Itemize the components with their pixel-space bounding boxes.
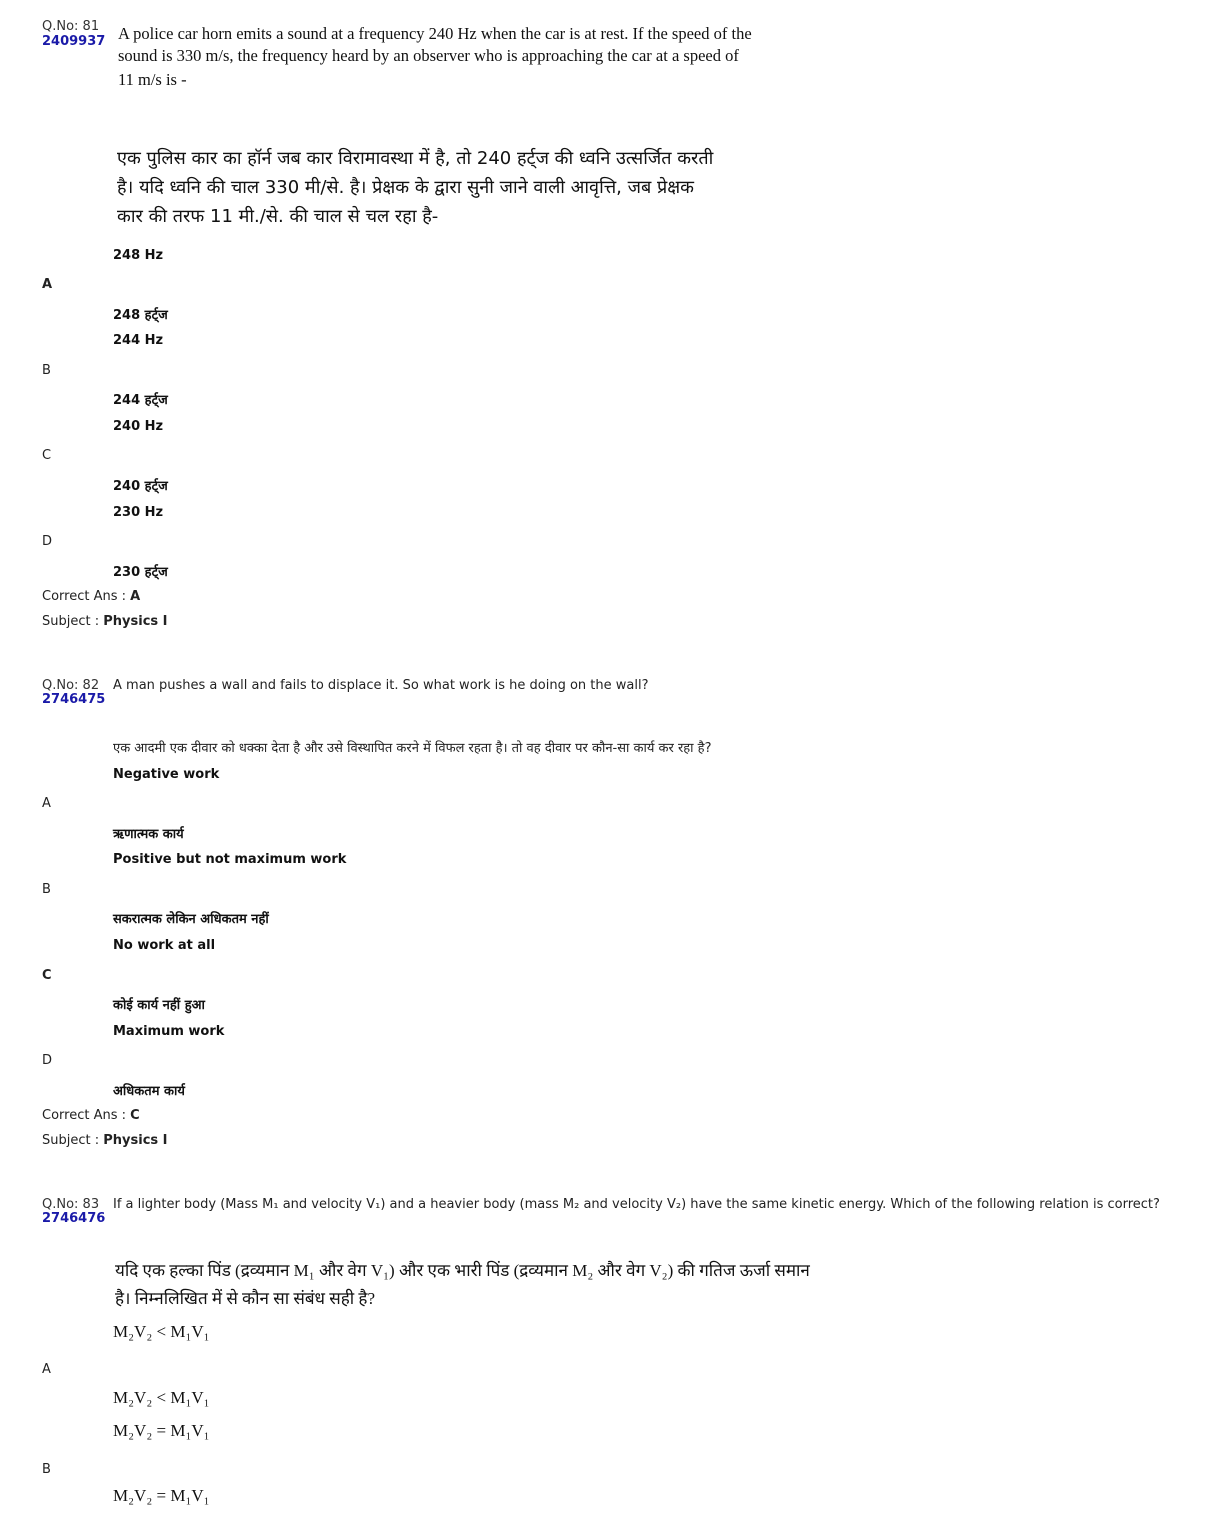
question-line: एक पुलिस कार का हॉर्न जब कार विरामावस्था में है, तो 240 हर्ट्ज की ध्वनि उत्सर्जित करती: [117, 148, 714, 169]
option-b-en[interactable]: Positive but not maximum work: [113, 852, 347, 867]
option-c-hi[interactable]: 240 हर्ट्ज: [113, 479, 168, 494]
subject-value: Physics I: [103, 1133, 168, 1148]
question-text-hi: [115, 1257, 875, 1313]
option-a-en[interactable]: Negative work: [113, 767, 220, 782]
option-a-hi[interactable]: ऋणात्मक कार्य: [113, 827, 184, 842]
question-id: 2746475: [42, 692, 106, 707]
question-line: A police car horn emits a sound at a frequency 240 Hz when the car is at rest. If the speed of the: [118, 24, 752, 43]
question-line: है। निम्नलिखित में से कौन सा संबंध सही है?: [115, 1289, 375, 1308]
option-a-hi[interactable]: M₂V₂ < M₁V₁: [113, 1388, 210, 1407]
option-d-letter[interactable]: D: [42, 1053, 53, 1068]
question-line: है। यदि ध्वनि की चाल 330 मी/से. है। प्रेक्षक के द्वारा सुनी जाने वाली आवृत्ति, जब प्रेक्षक: [117, 177, 694, 198]
question-number: Q.No: 81: [42, 19, 100, 34]
option-c-hi[interactable]: कोई कार्य नहीं हुआ: [113, 998, 205, 1013]
option-a-en[interactable]: 248 Hz: [113, 248, 164, 263]
option-a-en[interactable]: M₂V₂ < M₁V₁: [113, 1322, 210, 1341]
option-d-en[interactable]: 230 Hz: [113, 505, 164, 520]
subject-label: Subject :: [42, 614, 104, 629]
option-c-en[interactable]: 240 Hz: [113, 419, 164, 434]
correct-answer-value: A: [130, 589, 141, 604]
option-b-en[interactable]: M₂V₂ = M₁V₁: [113, 1421, 210, 1440]
question-text-hi: एक आदमी एक दीवार को धक्का देता है और उसे विस्थापित करने में विफल रहता है। तो वह दीवार पर कौन-सा कार्य कर रहा है?: [113, 741, 712, 756]
option-c-en[interactable]: No work at all: [113, 938, 216, 953]
subject-label: Subject :: [42, 1133, 104, 1148]
option-a-letter[interactable]: A: [42, 277, 53, 292]
question-line: यदि एक हल्का पिंड (द्रव्यमान M₁ और वेग V₁) और एक भारी पिंड (द्रव्यमान M₂ और वेग V₂) की गतिज ऊर्जा समान: [115, 1261, 810, 1280]
option-d-letter[interactable]: D: [42, 534, 53, 549]
option-a-letter[interactable]: A: [42, 796, 51, 811]
question-text-hi: [117, 144, 797, 231]
option-b-hi[interactable]: M₂V₂ = M₁V₁: [113, 1486, 210, 1505]
question-id: 2409937: [42, 34, 106, 49]
option-c-letter[interactable]: C: [42, 448, 52, 463]
question-number: Q.No: 83: [42, 1197, 100, 1212]
correct-answer-label: Correct Ans :: [42, 589, 131, 604]
correct-answer-value: C: [130, 1108, 140, 1123]
question-line: कार की तरफ 11 मी./से. की चाल से चल रहा है-: [117, 206, 439, 227]
option-b-letter[interactable]: B: [42, 363, 51, 378]
subject: [42, 614, 168, 629]
question-number: Q.No: 82: [42, 678, 100, 693]
subject: [42, 1133, 168, 1148]
question-text-en: A man pushes a wall and fails to displace it. So what work is he doing on the wall?: [113, 678, 649, 693]
correct-answer: [42, 589, 140, 604]
option-d-hi[interactable]: अधिकतम कार्य: [113, 1084, 185, 1099]
question-id: 2746476: [42, 1211, 106, 1226]
option-a-letter[interactable]: A: [42, 1362, 51, 1377]
correct-answer-label: Correct Ans :: [42, 1108, 131, 1123]
question-line: sound is 330 m/s, the frequency heard by an observer who is approaching the car at a speed of: [118, 46, 739, 65]
option-b-en[interactable]: 244 Hz: [113, 333, 164, 348]
option-d-en[interactable]: Maximum work: [113, 1024, 225, 1039]
option-b-hi[interactable]: 244 हर्ट्ज: [113, 393, 168, 408]
option-b-hi[interactable]: सकरात्मक लेकिन अधिकतम नहीं: [113, 912, 269, 927]
question-text-en: If a lighter body (Mass M₁ and velocity V₁) and a heavier body (mass M₂ and velocity V₂) have the same kinetic energy. Which of the following relation is correct?: [113, 1197, 1160, 1212]
option-a-hi[interactable]: 248 हर्ट्ज: [113, 308, 168, 323]
subject-value: Physics I: [103, 614, 168, 629]
correct-answer: [42, 1108, 140, 1123]
question-line: 11 m/s is -: [118, 70, 187, 89]
question-text-en: [118, 23, 808, 91]
option-b-letter[interactable]: B: [42, 1462, 51, 1477]
option-b-letter[interactable]: B: [42, 882, 51, 897]
option-c-letter[interactable]: C: [42, 968, 52, 983]
option-d-hi[interactable]: 230 हर्ट्ज: [113, 565, 168, 580]
